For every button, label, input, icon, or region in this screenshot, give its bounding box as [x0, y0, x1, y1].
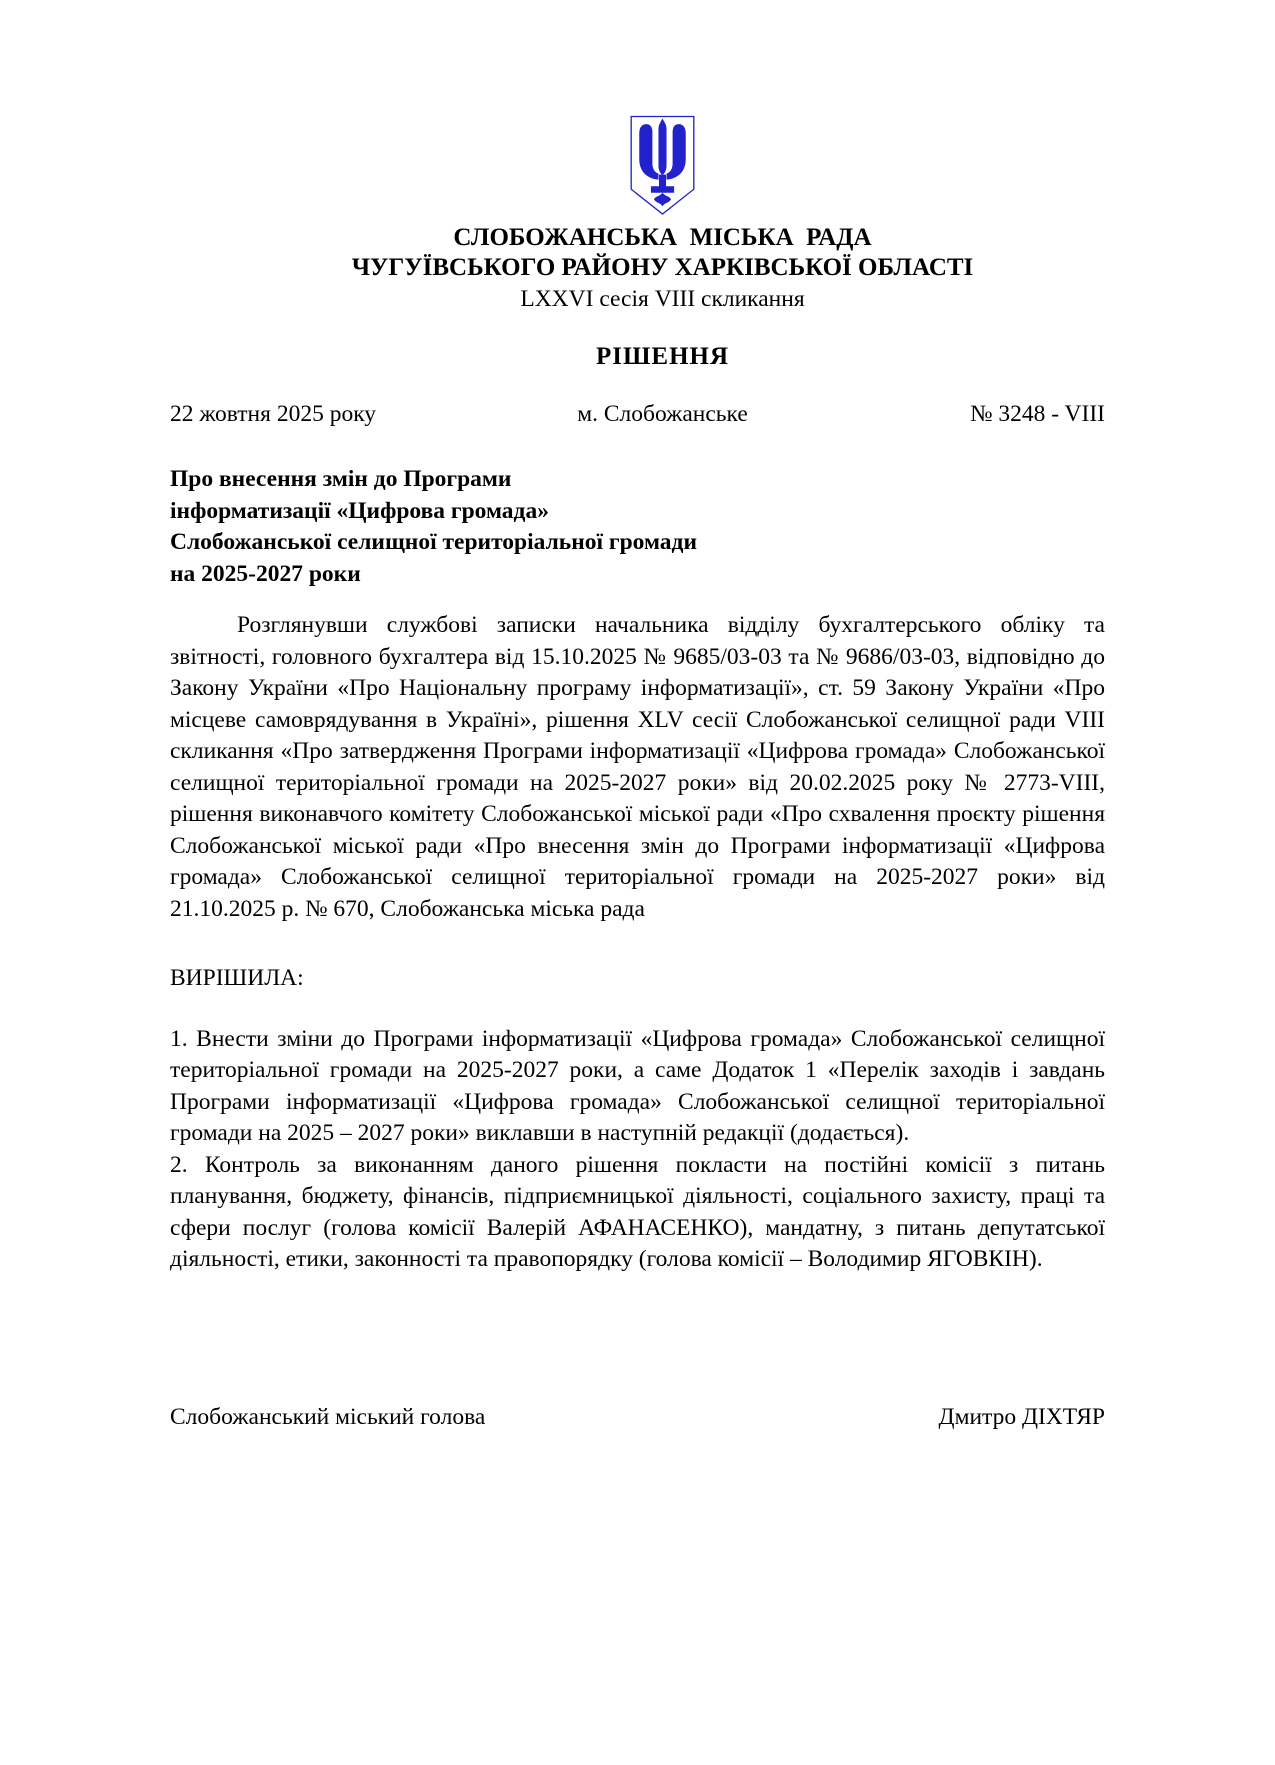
- signer-position: Слобожанський міський голова: [170, 1403, 486, 1430]
- subject-line: інформатизації «Цифрова громада»: [170, 497, 549, 524]
- document-header: [170, 115, 1105, 371]
- doc-place: м. Слобожанське: [577, 401, 748, 427]
- doc-type-title: РІШЕННЯ: [595, 343, 730, 370]
- subject-line: Про внесення змін до Програми: [170, 466, 512, 492]
- district-line: ЧУГУЇВСЬКОГО РАЙОНУ ХАРКІВСЬКОЇ ОБЛАСТІ: [351, 254, 974, 281]
- meta-row: [170, 401, 1105, 428]
- document-page: [0, 115, 1275, 1765]
- session-line: LXXVI сесія VIII скликання: [520, 286, 805, 312]
- subject-line: Слобожанської селищної територіальної громади: [170, 529, 697, 555]
- doc-number: № 3248 - VIII: [970, 401, 1105, 427]
- council-name: СЛОБОЖАНСЬКА МІСЬКА РАДА: [453, 224, 872, 251]
- ukraine-trident-emblem: [629, 115, 696, 216]
- resolution-word: ВИРІШИЛА:: [170, 965, 304, 991]
- trident-glyph: [639, 119, 685, 207]
- subject-line: на 2025-2027 роки: [170, 560, 361, 587]
- preamble-paragraph: Розглянувши службові записки начальника відділу бухгалтерського обліку та звітності, головного бухгалтера від 15.10.2025 № 9685/03-03 та № 9686/03-03, відповідно до Закону України «Про Національну програму інформатизації», ст. 59 Закону України «Про місцеве самоврядування в Україні», рішення XLV сесії Слобожанської селищної ради VIII скликання «Про затвердження Програми інформатизації «Цифрова громада» Слобожанської селищної територіальної громади на 2025-2027 роки» від 20.02.2025 року № 2773-VIII, рішення виконавчого комітету Слобожанської міської ради «Про схвалення проєкту рішення Слобожанської міської ради «Про внесення змін до Програми інформатизації «Цифрова громада» Слобожанської селищної територіальної громади на 2025-2027 роки» від 21.10.2025 р. № 670, Слобожанська міська рада: [170, 612, 1105, 922]
- signer-name: Дмитро ДІХТЯР: [938, 1403, 1105, 1430]
- subject-block: [170, 464, 1105, 590]
- signature-row: [170, 1404, 1105, 1431]
- resolution-item-2: 2. Контроль за виконанням даного рішення покласти на постійні комісії з питань планування, бюджету, фінансів, підприємницької діяльності, соціального захисту, праці та сфери послуг (голова комісії Валерій АФАНАСЕНКО), мандатну, з питань депутатської діяльності, етики, законності та правопорядку (голова комісії – Володимир ЯГОВКІН).: [170, 1151, 1105, 1272]
- resolution-item-1: 1. Внести зміни до Програми інформатизації «Цифрова громада» Слобожанської селищної територіальної громади на 2025-2027 роки, а саме Додаток 1 «Перелік заходів і завдань Програми інформатизації «Цифрова громада» Слобожанської селищної територіальної громади на 2025 – 2027 роки» виклавши в наступній редакції (додається).: [170, 1025, 1105, 1146]
- trident-icon: [629, 115, 696, 216]
- doc-date: 22 жовтня 2025 року: [170, 401, 377, 427]
